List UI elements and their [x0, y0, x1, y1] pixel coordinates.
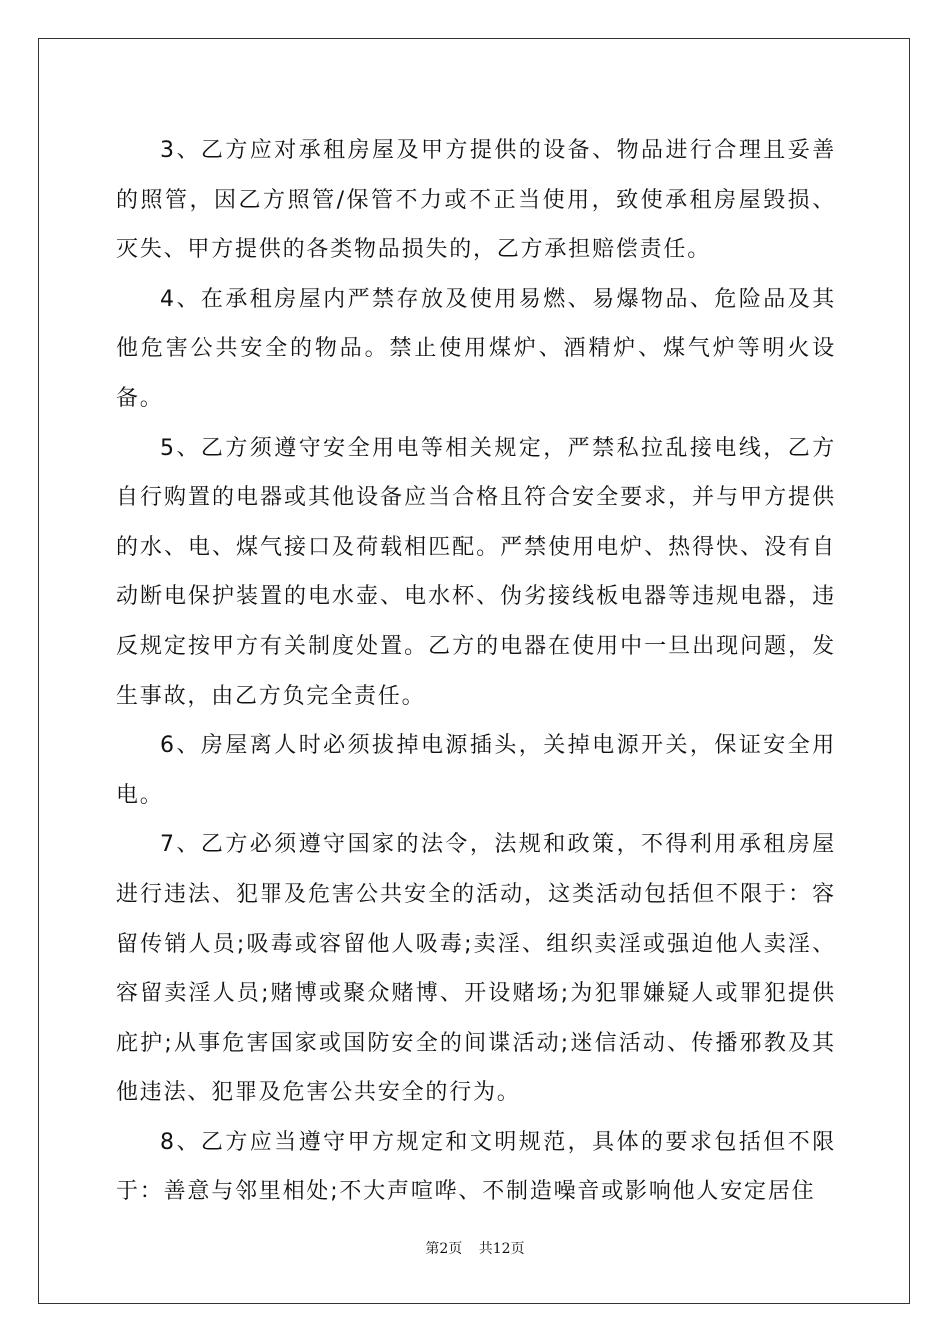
- document-body: [116, 126, 836, 1217]
- paragraph-5: 5、乙方须遵守安全用电等相关规定，严禁私拉乱接电线，乙方自行购置的电器或其他设备应当合格且符合安全要求，并与甲方提供的水、电、煤气接口及荷载相匹配。严禁使用电炉、热得快、没有自动断电保护装置的电水壶、电水杯、伪劣接线板电器等违规电器，违反规定按甲方有关制度处置。乙方的电器在使用中一旦出现问题，发生事故，由乙方负完全责任。: [116, 435, 836, 709]
- paragraph-8: 8、乙方应当遵守甲方规定和文明规范，具体的要求包括但不限于：善意与邻里相处;不大声喧哗、不制造噪音或影响他人安定居住: [116, 1129, 836, 1205]
- paragraph-4: 4、在承租房屋内严禁存放及使用易燃、易爆物品、危险品及其他危害公共安全的物品。禁止使用煤炉、酒精炉、煤气炉等明火设备。: [116, 286, 836, 411]
- paragraph-7: 7、乙方必须遵守国家的法令，法规和政策，不得利用承租房屋进行违法、犯罪及危害公共安全的活动，这类活动包括但不限于：容留传销人员;吸毒或容留他人吸毒;卖淫、组织卖淫或强迫他人卖淫、容留卖淫人员;赌博或聚众赌博、开设赌场;为犯罪嫌疑人或罪犯提供庇护;从事危害国家或国防安全的间谍活动;迷信活动、传播邪教及其他违法、犯罪及危害公共安全的行为。: [116, 832, 836, 1106]
- current-page-number: 第2页: [425, 1241, 463, 1257]
- page-footer: [0, 1238, 950, 1258]
- paragraph-6: 6、房屋离人时必须拔掉电源插头，关掉电源开关，保证安全用电。: [116, 733, 836, 808]
- total-page-count: 共12页: [478, 1241, 525, 1257]
- paragraph-3: 3、乙方应对承租房屋及甲方提供的设备、物品进行合理且妥善的照管，因乙方照管/保管不力或不正当使用，致使承租房屋毁损、灭失、甲方提供的各类物品损失的，乙方承担赔偿责任。: [116, 138, 836, 263]
